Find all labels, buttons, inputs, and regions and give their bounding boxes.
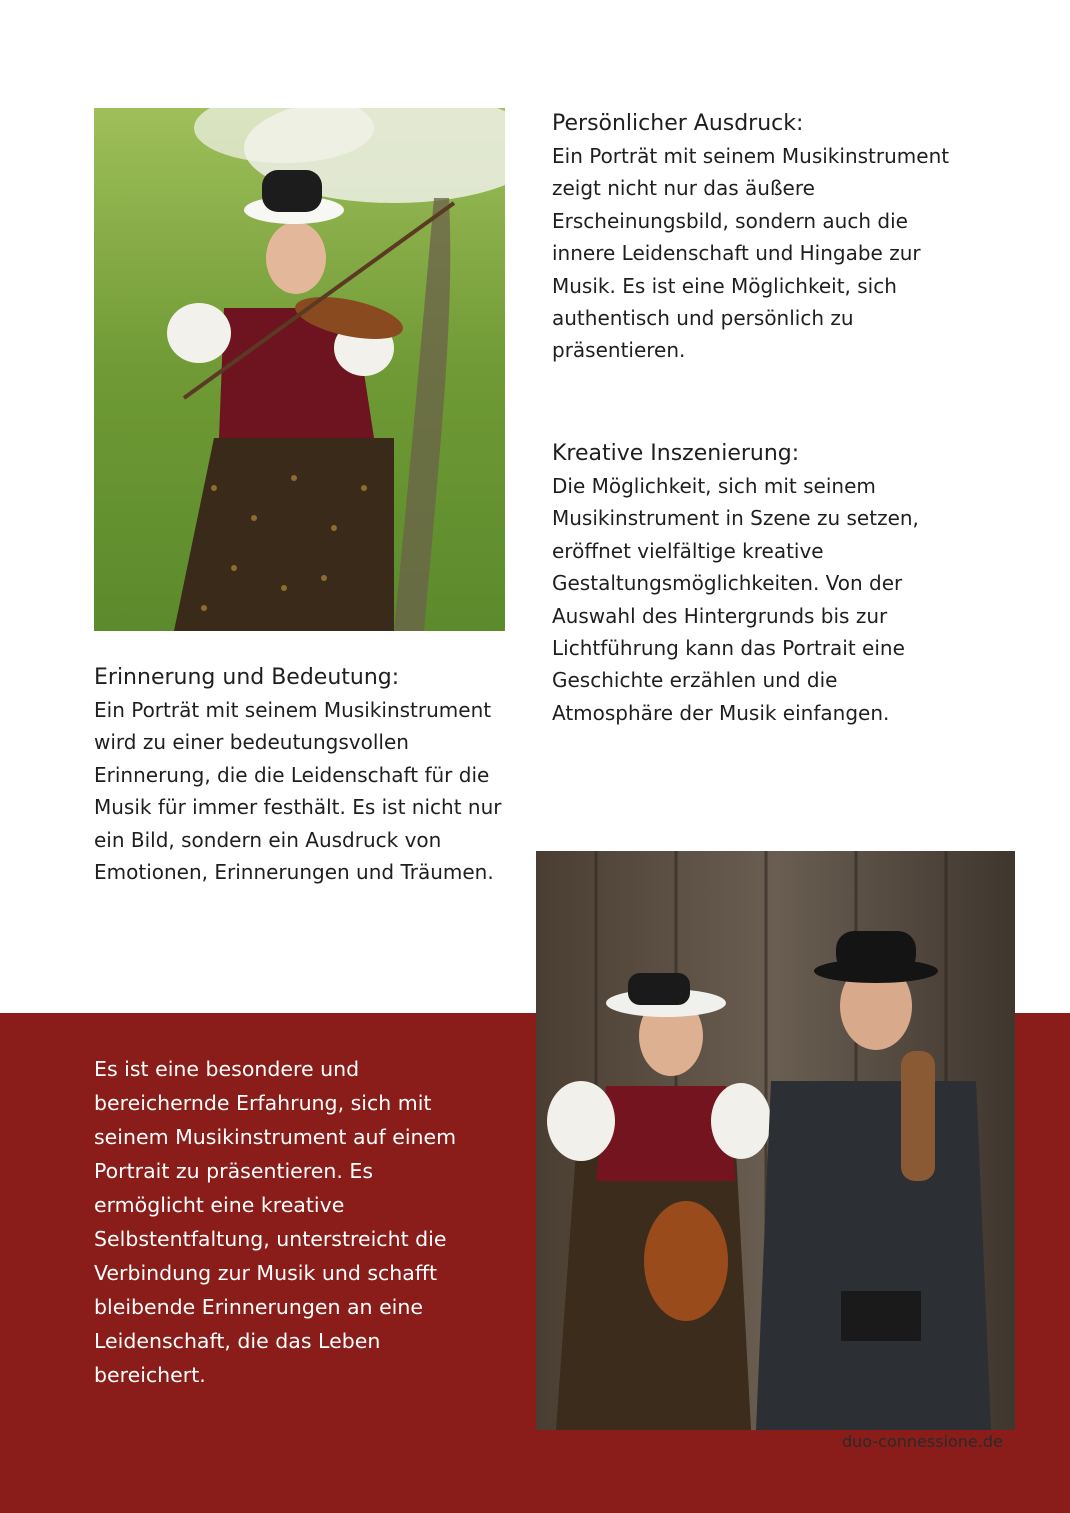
section-memory-meaning [94,662,519,888]
duo-portrait-photo [536,851,1015,1430]
section-body: Die Möglichkeit, sich mit seinem Musikinstrument in Szene zu setzen, eröffnet vielfältige kreative Gestaltungsmöglichkeiten. Von der Auswahl des Hintergrunds bis zur Lichtführung kann das Portrait eine Geschichte erzählen und die Atmosphäre der Musik einfangen. [552,474,919,725]
section-heading: Persönlicher Ausdruck: [552,111,804,136]
website-link[interactable]: duo-connessione.de [842,1432,1003,1451]
section-body: Ein Porträt mit seinem Musikinstrument zeigt nicht nur das äußere Erscheinungsbild, sondern auch die innere Leidenschaft und Hingabe zur Musik. Es ist eine Möglichkeit, sich authentisch und persönlich zu präsentieren. [552,144,950,363]
section-body: Ein Porträt mit seinem Musikinstrument wird zu einer bedeutungsvollen Erinnerung, die die Leidenschaft für die Musik für immer festhält. Es ist nicht nur ein Bild, sondern ein Ausdruck von Emotionen, Erinnerungen und Träumen. [94,698,502,885]
violinist-portrait-photo [94,108,505,631]
section-heading: Kreative Inszenierung: [552,441,800,466]
section-creative-staging [552,438,962,729]
section-personal-expression [552,108,962,367]
section-heading: Erinnerung und Bedeutung: [94,665,400,690]
closing-paragraph: Es ist eine besondere und bereichernde Erfahrung, sich mit seinem Musikinstrument auf einem Portrait zu präsentieren. Es ermöglicht eine kreative Selbstentfaltung, unterstreicht die Verbindung zur Musik und schafft bleibende Erinnerungen an eine Leidenschaft, die das Leben bereichert. [94,1057,457,1387]
